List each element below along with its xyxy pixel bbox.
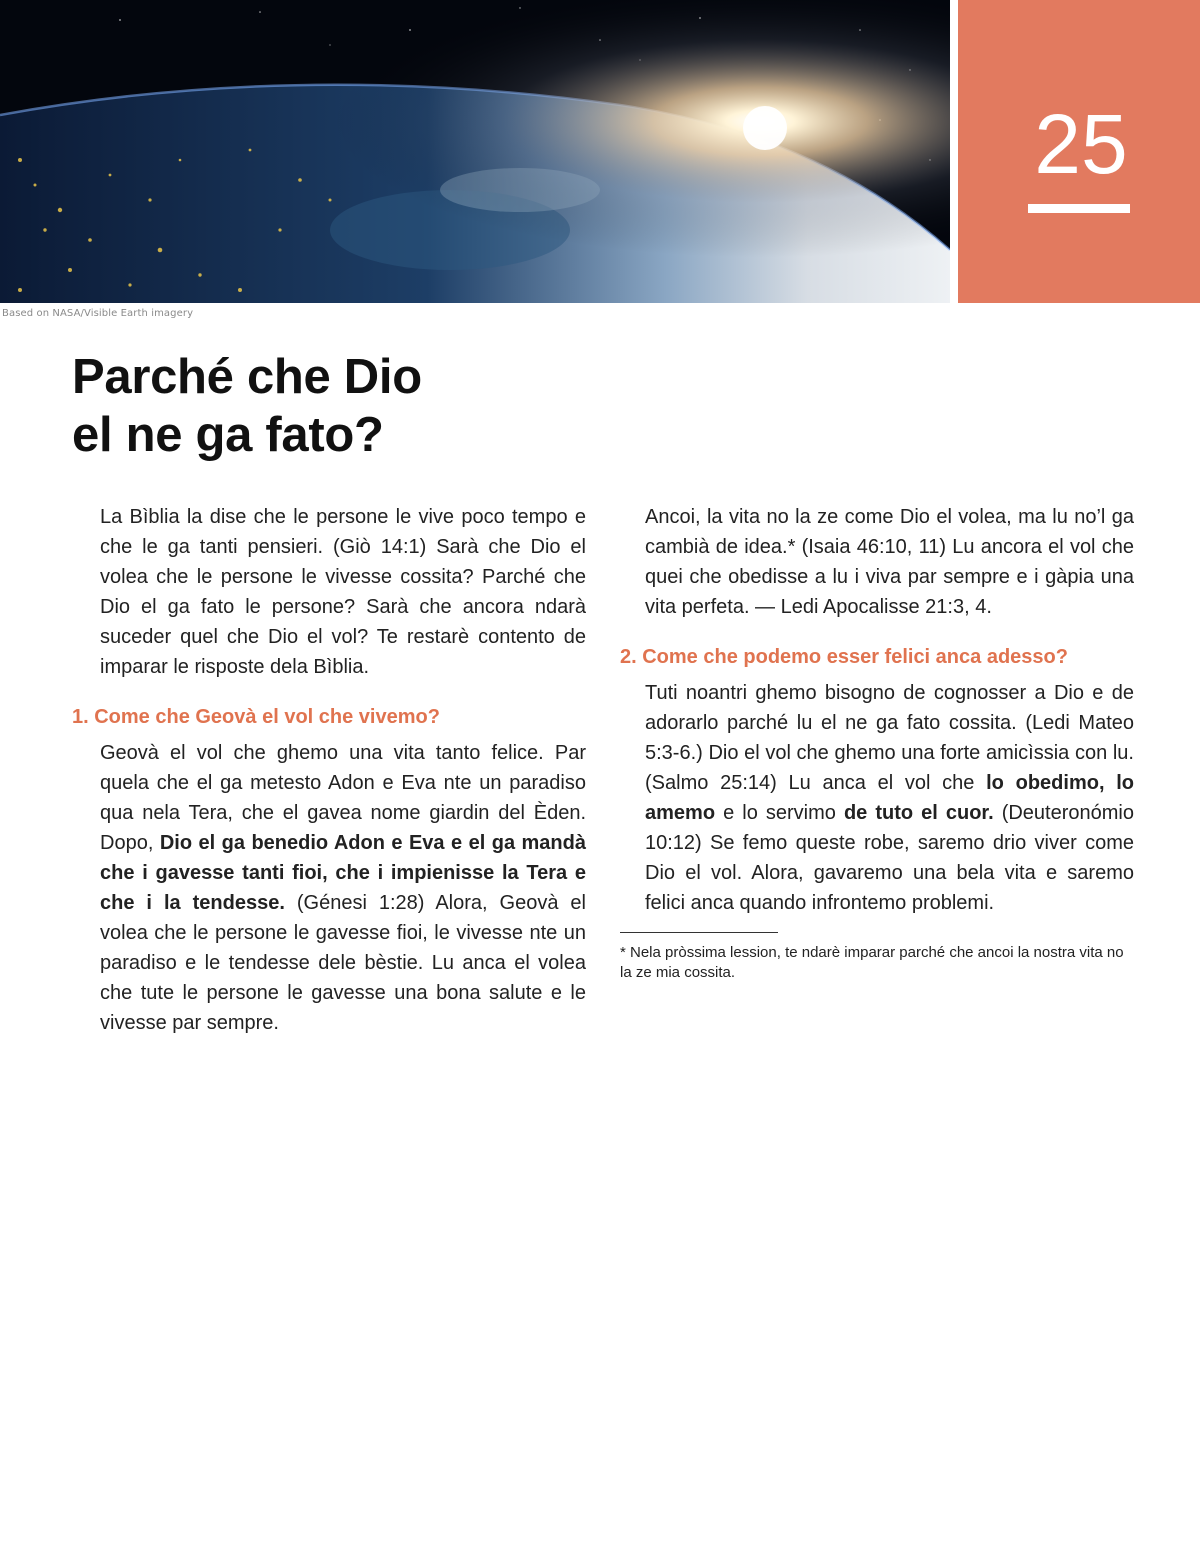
section-2-text-b: e lo servimo: [715, 802, 844, 824]
section-2-bold-a: lo obedimo, lo amemo: [645, 772, 1135, 824]
section-1-paragraph: [100, 738, 586, 1038]
section-1-heading: 1. Come che Geovà el vol che vivemo?: [72, 706, 440, 728]
badge-underline: [1028, 204, 1130, 213]
footnote: * Nela pròssima lession, te ndarè imparar parché che ancoi la nostra vita no la ze mia cossita.: [620, 944, 1124, 981]
earth-from-space-illustration: [0, 0, 950, 303]
section-1-text-a: Geovà el vol che ghemo una vita tanto felice. Par quela che el ga metesto Adon e Eva nte un paradiso qua nela Tera, che el gavea nome giardin del Èden. Dopo,: [100, 742, 586, 854]
section-1-text-b: (Génesi 1:28) Alora, Geovà el volea che le persone le gavesse fioi, le vivesse nte un paradiso e le tendesse dele bèstie. Lu anca el volea che tute le persone le gavesse una bona salute e le vivesse par sempre.: [100, 892, 586, 1034]
section-2-heading: 2. Come che podemo esser felici anca adesso?: [620, 646, 1068, 668]
title-line-1: Parché che Dio: [72, 350, 422, 404]
section-1-bold-a: Dio el ga benedio Adon e Eva e el ga mandà che i gavesse tanti fioi, che i impienisse la Tera e che i la tendesse.: [100, 832, 586, 914]
hero-image: [0, 0, 950, 303]
section-2-text-a: Tuti noantri ghemo bisogno de cognosser a Dio e de adorarlo parché lu el ne ga fato cossita. (Ledi Mateo 5:3-6.) Dio el vol che ghemo una forte amicìssia con lu. (Salmo 25:14) Lu anca el vol che: [645, 682, 1134, 794]
title-line-2: el ne ga fato?: [72, 408, 384, 462]
section-2-bold-b: de tuto el cuor.: [843, 802, 994, 824]
left-column: [72, 502, 586, 1038]
page-title: [72, 348, 572, 464]
right-column: [620, 502, 1134, 983]
lesson-number: 25: [1034, 97, 1128, 191]
right-intro-paragraph: Ancoi, la vita no la ze come Dio el volea, ma lu no’l ga cambià de idea.* (Isaia 46:10, 11) Lu ancora el vol che quei che obedisse a lu i viva par sempre e i gàpia una vita perfeta. — Ledi Apocalisse 21:3, 4.: [645, 506, 1134, 618]
intro-paragraph: La Bìblia la dise che le persone le vive poco tempo e che le ga tanti pensieri. (Giò 14:1) Sarà che Dio el volea che le persone le vivesse cossita? Parché che Dio el ga fato le persone? Sarà che ancora ndarà suceder quel che Dio el vol? Te restarè contento de imparar le risposte dela Bìblia.: [100, 506, 586, 678]
section-2-text-c: (Deuteronómio 10:12) Se femo queste robe, saremo drio viver come Dio el vol. Alora, gavaremo una bela vita e saremo felici anca quando infrontemo problemi.: [645, 802, 1134, 914]
section-2-paragraph: [645, 678, 1134, 918]
image-credit: Based on NASA/Visible Earth imagery: [2, 308, 194, 319]
footnote-divider: [620, 932, 778, 933]
lesson-number-badge: [958, 0, 1200, 303]
